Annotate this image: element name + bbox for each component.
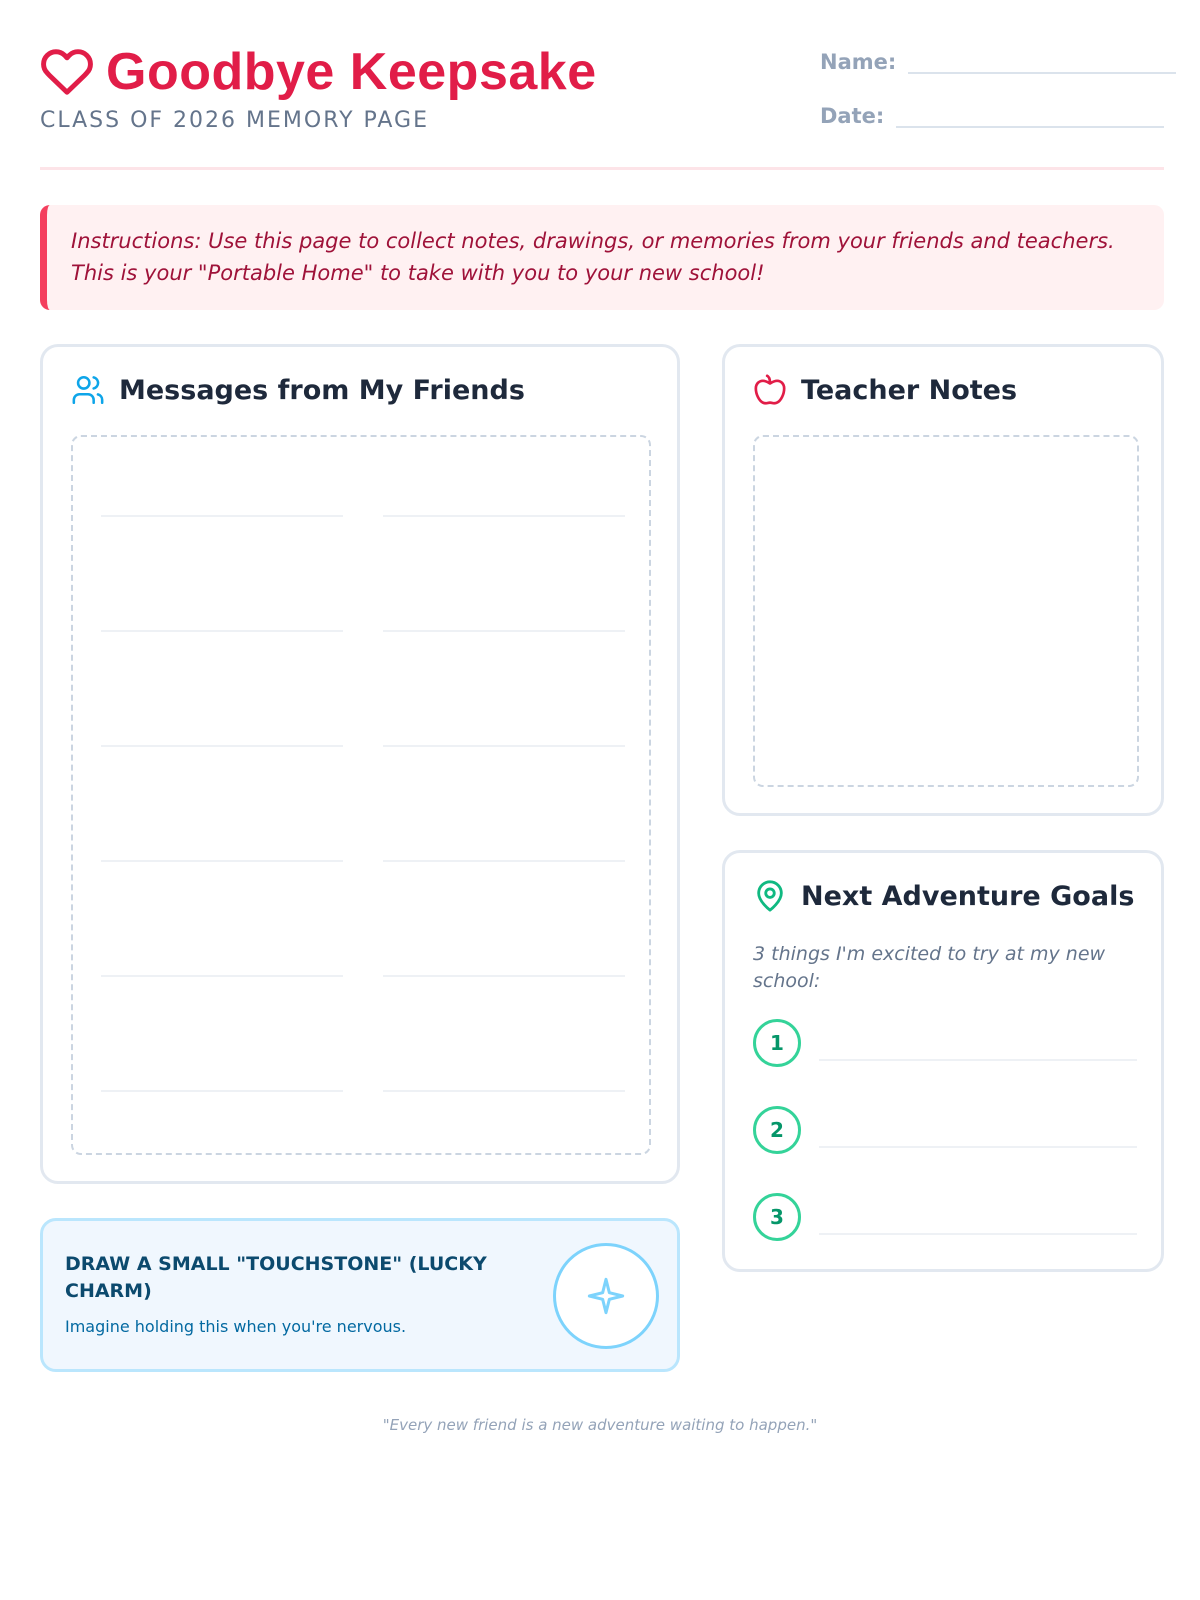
teacher-card [722, 344, 1164, 816]
goal-number-badge: 3 [753, 1193, 801, 1241]
date-input-line[interactable] [896, 126, 1164, 128]
touchstone-box [40, 1218, 680, 1372]
friends-card-title: Messages from My Friends [119, 374, 525, 406]
writing-line [383, 860, 625, 862]
teacher-notes-area[interactable] [753, 435, 1139, 787]
heart-icon [40, 45, 94, 99]
goal-item[interactable] [753, 1019, 1139, 1067]
friends-card [40, 344, 680, 1184]
goal-number-badge: 2 [753, 1106, 801, 1154]
goals-card [722, 850, 1164, 1272]
friends-card-header [71, 373, 525, 407]
instructions-line-2: This is your "Portable Home" to take with you to your new school! [71, 261, 765, 285]
writing-line [383, 975, 625, 977]
apple-icon [753, 373, 787, 407]
touchstone-subtitle: Imagine holding this when you're nervous. [65, 1317, 407, 1336]
writing-line [101, 745, 343, 747]
footer-quote: "Every new friend is a new adventure waiting to happen." [382, 1416, 818, 1434]
instructions-line-1: Instructions: Use this page to collect notes, drawings, or memories from your friends and teachers. [71, 229, 1115, 253]
sparkle-icon [586, 1276, 626, 1316]
goal-input-line[interactable] [819, 1146, 1137, 1148]
page-title: Goodbye Keepsake [106, 43, 597, 101]
touchstone-drawing-circle[interactable] [553, 1243, 659, 1349]
writing-line [383, 1090, 625, 1092]
instructions-box [40, 205, 1164, 310]
page-header [40, 36, 1164, 170]
date-label: Date: [820, 104, 885, 128]
name-label: Name: [820, 50, 897, 74]
teacher-card-title: Teacher Notes [801, 374, 1018, 406]
date-field[interactable] [820, 104, 1164, 128]
name-field[interactable] [820, 50, 1176, 74]
page-subtitle: CLASS OF 2026 MEMORY PAGE [40, 108, 430, 133]
goal-item[interactable] [753, 1106, 1139, 1154]
map-pin-icon [753, 879, 787, 913]
goal-input-line[interactable] [819, 1059, 1137, 1061]
friends-message-area[interactable] [71, 435, 651, 1155]
writing-line [101, 1090, 343, 1092]
goal-input-line[interactable] [819, 1233, 1137, 1235]
goals-card-title: Next Adventure Goals [801, 880, 1135, 912]
title-row [40, 42, 597, 102]
teacher-card-header [753, 373, 1017, 407]
writing-line [101, 515, 343, 517]
writing-line [101, 630, 343, 632]
writing-line [383, 630, 625, 632]
goal-item[interactable] [753, 1193, 1139, 1241]
touchstone-title: DRAW A SMALL "TOUCHSTONE" (LUCKY CHARM) [65, 1253, 487, 1302]
writing-line [383, 745, 625, 747]
name-input-line[interactable] [908, 72, 1176, 74]
goal-number-badge: 1 [753, 1019, 801, 1067]
goals-prompt: 3 things I'm excited to try at my new school: [753, 943, 1106, 992]
writing-line [101, 975, 343, 977]
writing-line [383, 515, 625, 517]
writing-line [101, 860, 343, 862]
users-icon [71, 373, 105, 407]
goals-card-header [753, 879, 1134, 913]
